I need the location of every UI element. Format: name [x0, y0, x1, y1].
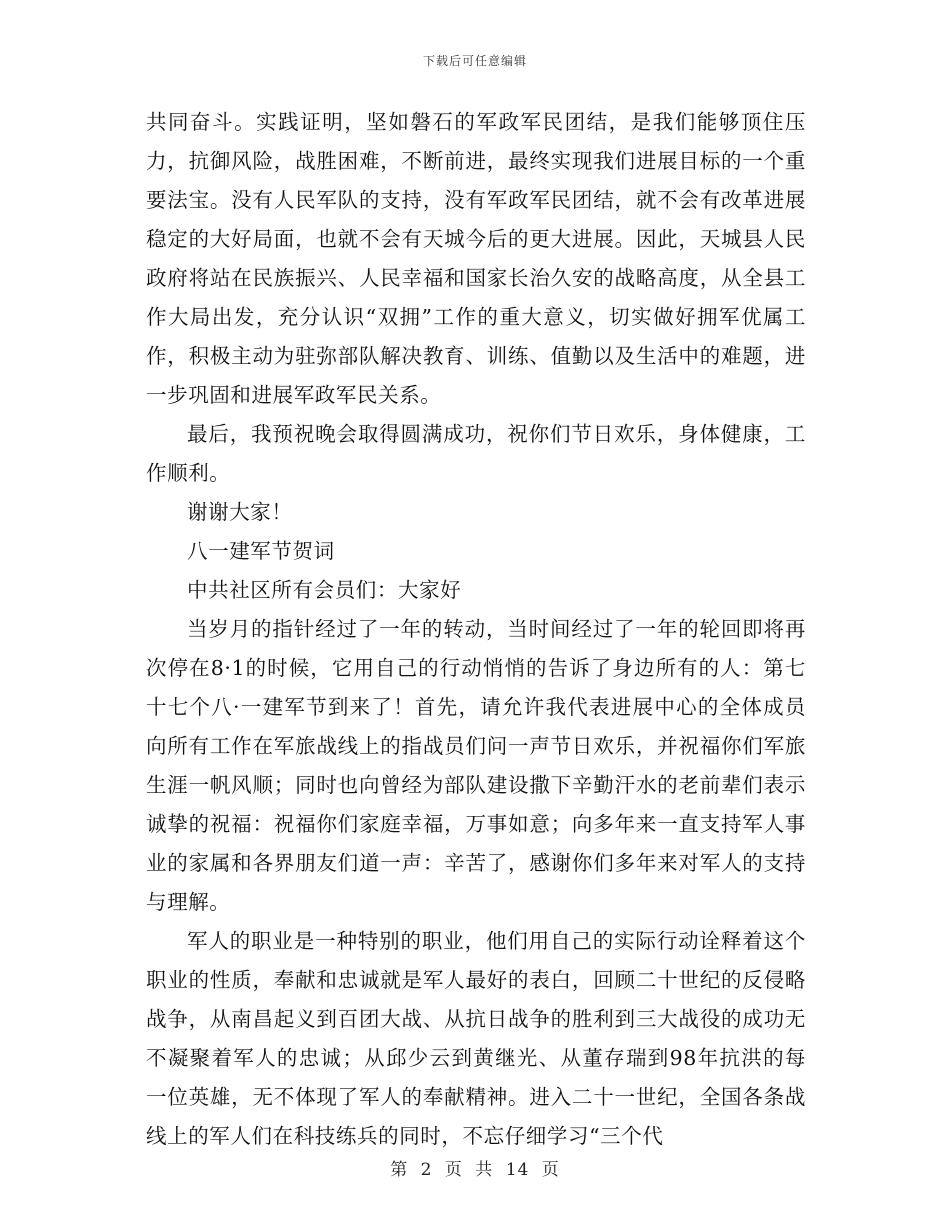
section-title: 八一建军节贺词	[187, 539, 335, 563]
page-number: 第 2 页 共 14 页	[390, 1160, 560, 1180]
paragraph-continuation: 共同奋斗。实践证明，坚如磐石的军政军民团结，是我们能够顶住压力，抗御风险，战胜困难，不断前进，最终实现我们进展目标的一个重要法宝。没有人民军队的支持，没有军政军民团结，就不会有改革进展稳定的大好局面，也就不会有天城今后的更大进展。因此，天城县人民政府将站在民族振兴、人民幸福和国家长治久安的战略高度，从全县工作大局出发，充分认识“双拥”工作的重大意义，切实做好拥军优属工作，积极主动为驻弥部队解决教育、训练、值勤以及生活中的难题，进一步巩固和进展军政军民关系。	[146, 110, 806, 407]
paragraph-thanks: 谢谢大家！	[187, 500, 293, 524]
paragraph-greeting: 当岁月的指针经过了一年的转动，当时间经过了一年的轮回即将再次停在8·1的时候，它用自己的行动悄悄的告诉了身边所有的人：第七十七个八·一建军节到来了！首先，请允许我代表进展中心的全体成员向所有工作在军旅战线上的指战员们问一声节日欢乐，并祝福你们军旅生涯一帆风顺；同时也向曾经为部队建设撒下辛勤汗水的老前辈们表示诚挚的祝福：祝福你们家庭幸福，万事如意；向多年来一直支持军人事业的家属和各界朋友们道一声：辛苦了，感谢你们多年来对军人的支持与理解。	[146, 617, 806, 914]
paragraph-closing-wishes: 最后，我预祝晚会取得圆满成功，祝你们节日欢乐，身体健康，工作顺利。	[146, 422, 806, 485]
salutation: 中共社区所有会员们：大家好	[187, 578, 462, 602]
page-header: 下载后可任意编辑	[422, 54, 527, 68]
document-body	[146, 103, 806, 1156]
paragraph-soldier-profession: 军人的职业是一种特别的职业，他们用自己的实际行动诠释着这个职业的性质，奉献和忠诚就是军人最好的表白，回顾二十世纪的反侵略战争，从南昌起义到百团大战、从抗日战争的胜利到三大战役的成功无不凝聚着军人的忠诚；从邱少云到黄继光、从董存瑞到98年抗洪的每一位英雄，无不体现了军人的奉献精神。进入二十一世纪，全国各条战线上的军人们在科技练兵的同时，不忘仔细学习“三个代	[146, 929, 806, 1148]
